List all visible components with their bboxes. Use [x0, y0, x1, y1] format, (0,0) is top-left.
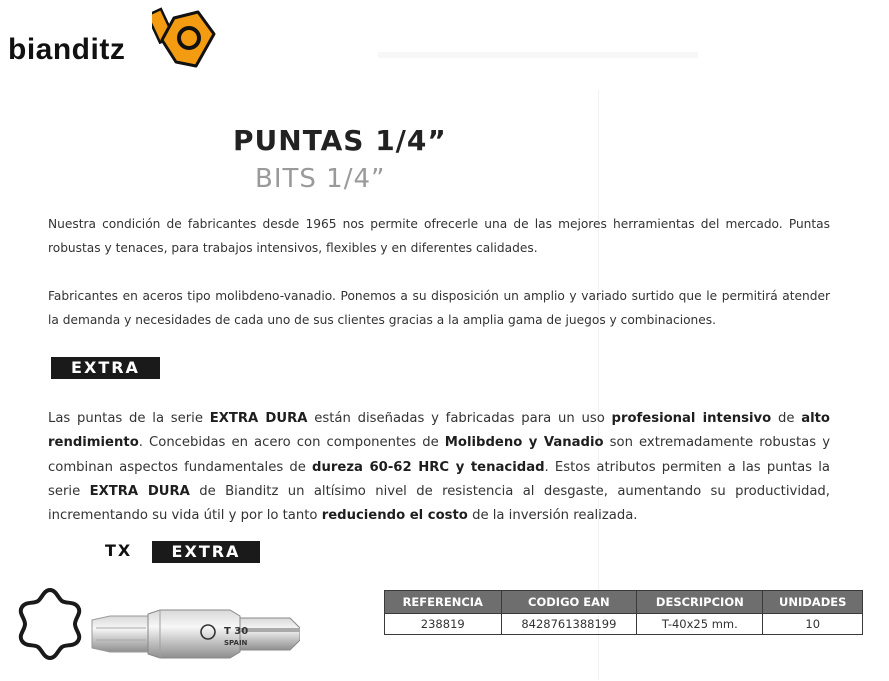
page-title: PUNTAS 1/4” [233, 124, 447, 157]
cell-referencia: 238819 [385, 614, 502, 635]
bit-image [90, 604, 300, 664]
col-codigo-ean: CODIGO EAN [501, 591, 637, 614]
tx-type-label: TX [105, 541, 133, 560]
header-strip [378, 52, 698, 58]
bit-marking-origin: SPAIN [224, 639, 248, 647]
col-descripcion: DESCRIPCION [637, 591, 763, 614]
bit-marking-size: T 30 [224, 626, 249, 637]
brand-name[interactable]: bianditz [8, 33, 126, 66]
tx-extra-badge: EXTRA [152, 541, 260, 563]
extra-series-badge: EXTRA [51, 357, 160, 379]
torx-icon [12, 586, 88, 662]
cell-unidades: 10 [763, 614, 863, 635]
page-subtitle: BITS 1/4” [255, 164, 386, 194]
cell-codigo-ean: 8428761388199 [501, 614, 637, 635]
product-table [384, 590, 863, 635]
col-unidades: UNIDADES [763, 591, 863, 614]
table-row [385, 614, 863, 635]
intro-paragraph-2: Fabricantes en aceros tipo molibdeno-vanadio. Ponemos a su disposición un amplio y variado surtido que le permitirá atender la demanda y necesidades de cada uno de sus clientes gracias a la amplia gama de juegos y combinaciones. [48, 289, 830, 327]
intro-paragraph-1: Nuestra condición de fabricantes desde 1965 nos permite ofrecerle una de las mejores herramientas del mercado. Puntas robustas y tenaces, para trabajos intensivos, flexibles y en diferentes calidades. [48, 217, 830, 255]
cell-descripcion: T-40x25 mm. [637, 614, 763, 635]
bianditz-logo-icon[interactable] [152, 4, 216, 68]
table-header-row [385, 591, 863, 614]
series-description: Las puntas de la serie EXTRA DURA están diseñadas y fabricadas para un uso profesional intensivo de alto rendimiento. Concebidas en acero con componentes de Molibdeno y Vanadio son extremadamente robustas y combinan aspectos fundamentales de dureza 60-62 HRC y tenacidad. Estos atributos permiten a las puntas la serie EXTRA DURA de Bianditz un altísimo nivel de resistencia al desgaste, aumentando su productividad, incrementando su vida útil y por lo tanto reduciendo el costo de la inversión realizada. [48, 411, 831, 524]
col-referencia: REFERENCIA [385, 591, 502, 614]
